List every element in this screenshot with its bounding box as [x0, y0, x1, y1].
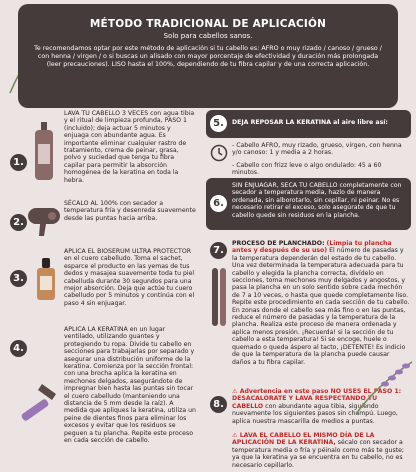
- flat-iron-icon: [208, 268, 230, 328]
- intro-text: Te recomendamos optar por este método de aplicación si tu cabello es: AFRO o muy rizado / canoso / grueso / con henna / virgen / o si buscas un alisado con mayor porcentaje de efectividad y duración más prolongada (leer precauciones). LISO hasta el 100%, dependiendo de tu fibra capilar y de una correcta aplicación.: [34, 45, 382, 68]
- step-2-text: SÉCALO AL 100% con secador a temperatura fría y desenreda suavemente desde las puntas hacia arriba.: [64, 200, 196, 222]
- step-number: 2.: [10, 214, 27, 231]
- step-9: [206, 432, 411, 472]
- step-1-text: LAVA TU CABELLO 3 VECES con agua tibia y el ritual de limpieza profunda, PASO 1 (incluido); deja actuar 5 minutos y enjuaga con abundante agua. Es importante eliminar cualquier rastro de tratamiento, crema de peinar, grasa, polvo y suciedad que tenga tu fibra capilar para permitir la absorción homogénea de la keratina en toda la hebra.: [64, 110, 195, 184]
- step-9-text: [232, 432, 410, 469]
- step-1: [6, 110, 198, 196]
- step-8-warning: ⚠ Advertencia en este paso NO USES EL PASO 1: DESACALORATE Y LAVA RESPECTANDO TU CABELLO: [232, 388, 402, 410]
- step-5-box: [206, 110, 411, 138]
- page-subtitle: Solo para cabellos sanos.: [163, 32, 253, 40]
- header-panel: [18, 4, 398, 108]
- clock-icon: [210, 144, 228, 162]
- step-6-box: [206, 178, 411, 230]
- step-5-option-a: - Cabello AFRO, muy rizado, grueso, virgen, con henna y/o canoso: 1 y media a 2 horas.: [232, 142, 402, 157]
- page-title: MÉTODO TRADICIONAL DE APLICACIÓN: [89, 18, 327, 30]
- step-number: 5.: [210, 115, 227, 132]
- step-2: [6, 196, 198, 248]
- brush-icon: [12, 376, 62, 426]
- step-9-warning: ⚠ LAVA EL CABELLO EL MISMO DÍA DE LA APLICACIÓN DE LA KERATINA,: [232, 432, 375, 447]
- step-7-body: El número de pasadas y la temperatura dependerán del estado de tu cabello. Una vez determinada la temperatura adecuada para tu cabello y elegida la plancha correcta, divídelo en secciones, toma mechones muy delgados y angostos, y pasa la plancha en un solo sentido sobre cada mechón de 7 a 10 veces, o hasta que quede completamente liso. Repite este procedimiento en cada sección de tu cabello. En zonas donde el cabello sea más fino o en las puntas, reduce el número de pasadas y la temperatura de la plancha. Realiza este proceso de manera ordenada y aplica menos presión. ¡Recuerda! si la sección de tu cabello a esta temperatura! Si se encoge, huele o quemado o queda áspero al tacto, ¡DETENTE! Es indicio de que la temperatura de la plancha puede causar daños a tu fibra capilar.: [232, 247, 410, 366]
- step-number: 8.: [210, 396, 227, 413]
- step-number: 1.: [10, 154, 27, 171]
- step-number: 3.: [10, 270, 27, 287]
- lavender-bottom-icon: [346, 356, 416, 416]
- step-6-text: SIN ENJUAGAR, SECA TU CABELLO completamente con secador a temperatura media, hazlo de manera ordenada, sin alborotarlo, sin cepillar, ni peinar. No es necesario retirar el exceso, solo asegúrate de que tu cabello quede sin residuos en la plancha.: [232, 182, 402, 219]
- step-7-warning: (Limpia tu plancha antes y después de su uso): [232, 240, 392, 255]
- step-number: 4.: [10, 340, 27, 357]
- step-8-body: con abundante agua tibia, siguiendo nuevamente los siguientes pasos sin champú. Luego, aplica nuestra mascarilla de medios a puntas.: [232, 402, 398, 425]
- shampoo-bottle-icon: [32, 122, 56, 182]
- step-7-heading: PROCESO DE PLANCHADO:: [232, 240, 325, 247]
- step-5-option-b: - Cabello con frizz leve o algo ondulado: 45 a 60 minutos.: [232, 162, 382, 177]
- serum-bottle-icon: [34, 258, 58, 302]
- step-7-text: [232, 240, 410, 366]
- step-3-text: APLICA EL BIOSERUM ULTRA PROTECTOR en el cuero cabelludo. Toma el sachet, esparce el producto en las yemas de tus dedos y masajea suavemente toda tu piel cabelluda durante 30 segundos para una mejor absorción. Deja que actúe tu cuero cabelludo por 5 minutos y continúa con el paso 4 sin enjuagar.: [64, 248, 195, 307]
- step-3: [6, 248, 198, 326]
- step-4-text: APLICA LA KERATINA en un lugar ventilado, utilizando guantes y protegiendo tu ropa. Divide tu cabello en secciones para trabajarlas por separado y asegurar una distribución uniforme de la keratina. Comienza por la sección frontal: con una brocha aplica la keratina en mechones delgados, asegurándote de impregnar bien hasta las puntas sin tocar el cuero cabelludo (manteniendo una distancia de 5 mm desde la raíz). A medida que apliques la keratina, utiliza un peine de dientes finos para eliminar los excesos y evitar que los residuos se peguen a tu plancha. Repite este proceso en cada sección de cabello.: [64, 326, 196, 445]
- step-5-text: DEJA REPOSAR LA KERATINA al aire libre así:: [232, 119, 388, 126]
- step-9-body: sécalo con secador a temperatura media o fría y péinalo como más te guste; ya que la keratina ya se encuentra en tu cabello, no es necesario cepillarlo.: [232, 439, 405, 469]
- step-number: 6.: [210, 195, 227, 212]
- left-column: [6, 110, 198, 445]
- step-number: 7.: [210, 242, 227, 259]
- hair-dryer-icon: [32, 202, 62, 238]
- step-4: [6, 326, 198, 445]
